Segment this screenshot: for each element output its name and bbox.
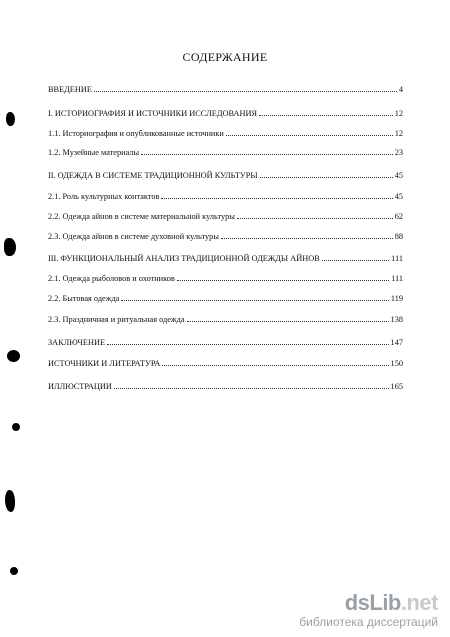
toc-entry-chapter-2 [48, 170, 403, 181]
toc-entry-text: I. ИСТОРИОГРАФИЯ И ИСТОЧНИКИ ИССЛЕДОВАНИЯ [48, 109, 257, 118]
page-title: СОДЕРЖАНИЕ [182, 50, 268, 64]
toc-entry-text: ЗАКЛЮЧЕНИЕ [48, 338, 106, 347]
dot-leader [177, 273, 389, 281]
toc-entry-illustrations [48, 381, 403, 392]
toc-entry-text: ИЛЛЮСТРАЦИИ [48, 382, 112, 391]
toc-entry-text: 2.3. Праздничная и ритуальная одежда [48, 315, 185, 324]
dot-leader [114, 381, 389, 389]
toc-entry-text: III. ФУНКЦИОНАЛЬНЫЙ АНАЛИЗ ТРАДИЦИОННОЙ ОДЕЖДЫ АЙНОВ [48, 254, 320, 263]
toc-entry-text: 1.2. Музейные материалы [48, 148, 140, 157]
dot-leader [260, 170, 393, 178]
dot-leader [94, 84, 397, 92]
toc-entry-text: 2.1. Одежда рыболовов и охотников [48, 274, 175, 283]
toc-entry-page: 147 [390, 338, 403, 347]
toc-entry-introduction [48, 84, 403, 95]
toc-entry-page: 138 [390, 315, 403, 324]
toc-entry-text: 2.2. Одежда айнов в системе материальной культуры [48, 212, 235, 221]
toc-entry-page: 12 [394, 109, 403, 118]
toc-entry-text: 2.3. Одежда айнов в системе духовной культуры [48, 232, 219, 241]
dot-leader [221, 231, 393, 239]
toc-entry-1-2 [48, 147, 403, 158]
toc-entry-2-1 [48, 191, 403, 202]
toc-entry-page: 12 [394, 129, 403, 138]
toc-entry-text: II. ОДЕЖДА В СИСТЕМЕ ТРАДИЦИОННОЙ КУЛЬТУРЫ [48, 171, 258, 180]
dot-leader [226, 128, 393, 136]
toc-entry-page: 45 [394, 192, 403, 201]
dot-leader [162, 358, 388, 366]
dot-leader [141, 147, 393, 155]
toc-entry-chapter-3 [48, 253, 403, 264]
dot-leader [237, 211, 393, 219]
toc-entry-sources [48, 358, 403, 369]
dot-leader [259, 108, 393, 116]
dslib-logo: dsLib.net [344, 590, 438, 615]
toc-entry-1-1 [48, 128, 403, 139]
toc-entry-text: ИСТОЧНИКИ И ЛИТЕРАТУРА [48, 359, 161, 368]
toc-entry-text: ВВЕДЕНИЕ [48, 85, 92, 94]
toc-entry-3-2 [48, 293, 403, 304]
toc-entry-page: 4 [398, 85, 403, 94]
toc-entry-page: 150 [390, 359, 403, 368]
toc-entry-2-3 [48, 231, 403, 242]
toc-entry-page: 88 [394, 232, 403, 241]
dot-leader [187, 314, 389, 322]
toc-entry-text: 2.1. Роль культурных контактов [48, 192, 160, 201]
dot-leader [161, 191, 392, 199]
toc-entry-text: 1.1. Историография и опубликованные источники [48, 129, 224, 138]
watermark-tagline: библиотека диссертаций [299, 615, 438, 629]
toc-entry-page: 119 [390, 294, 403, 303]
toc-entry-page: 165 [390, 382, 403, 391]
toc-entry-3-1 [48, 273, 403, 284]
dot-leader [322, 253, 389, 261]
toc-entry-3-3 [48, 314, 403, 325]
toc-entry-page: 62 [394, 212, 403, 221]
dot-leader [107, 337, 389, 345]
dot-leader [121, 293, 389, 301]
toc-entry-2-2 [48, 211, 403, 222]
toc-entry-page: 45 [394, 171, 403, 180]
toc-entry-page: 111 [391, 254, 403, 263]
toc-entry-page: 111 [391, 274, 403, 283]
toc-entry-conclusion [48, 337, 403, 348]
toc-entry-text: 2.2. Бытовая одежда [48, 294, 120, 303]
watermark-logo [299, 592, 438, 629]
toc-entry-chapter-1 [48, 108, 403, 119]
toc-entry-page: 23 [394, 148, 403, 157]
